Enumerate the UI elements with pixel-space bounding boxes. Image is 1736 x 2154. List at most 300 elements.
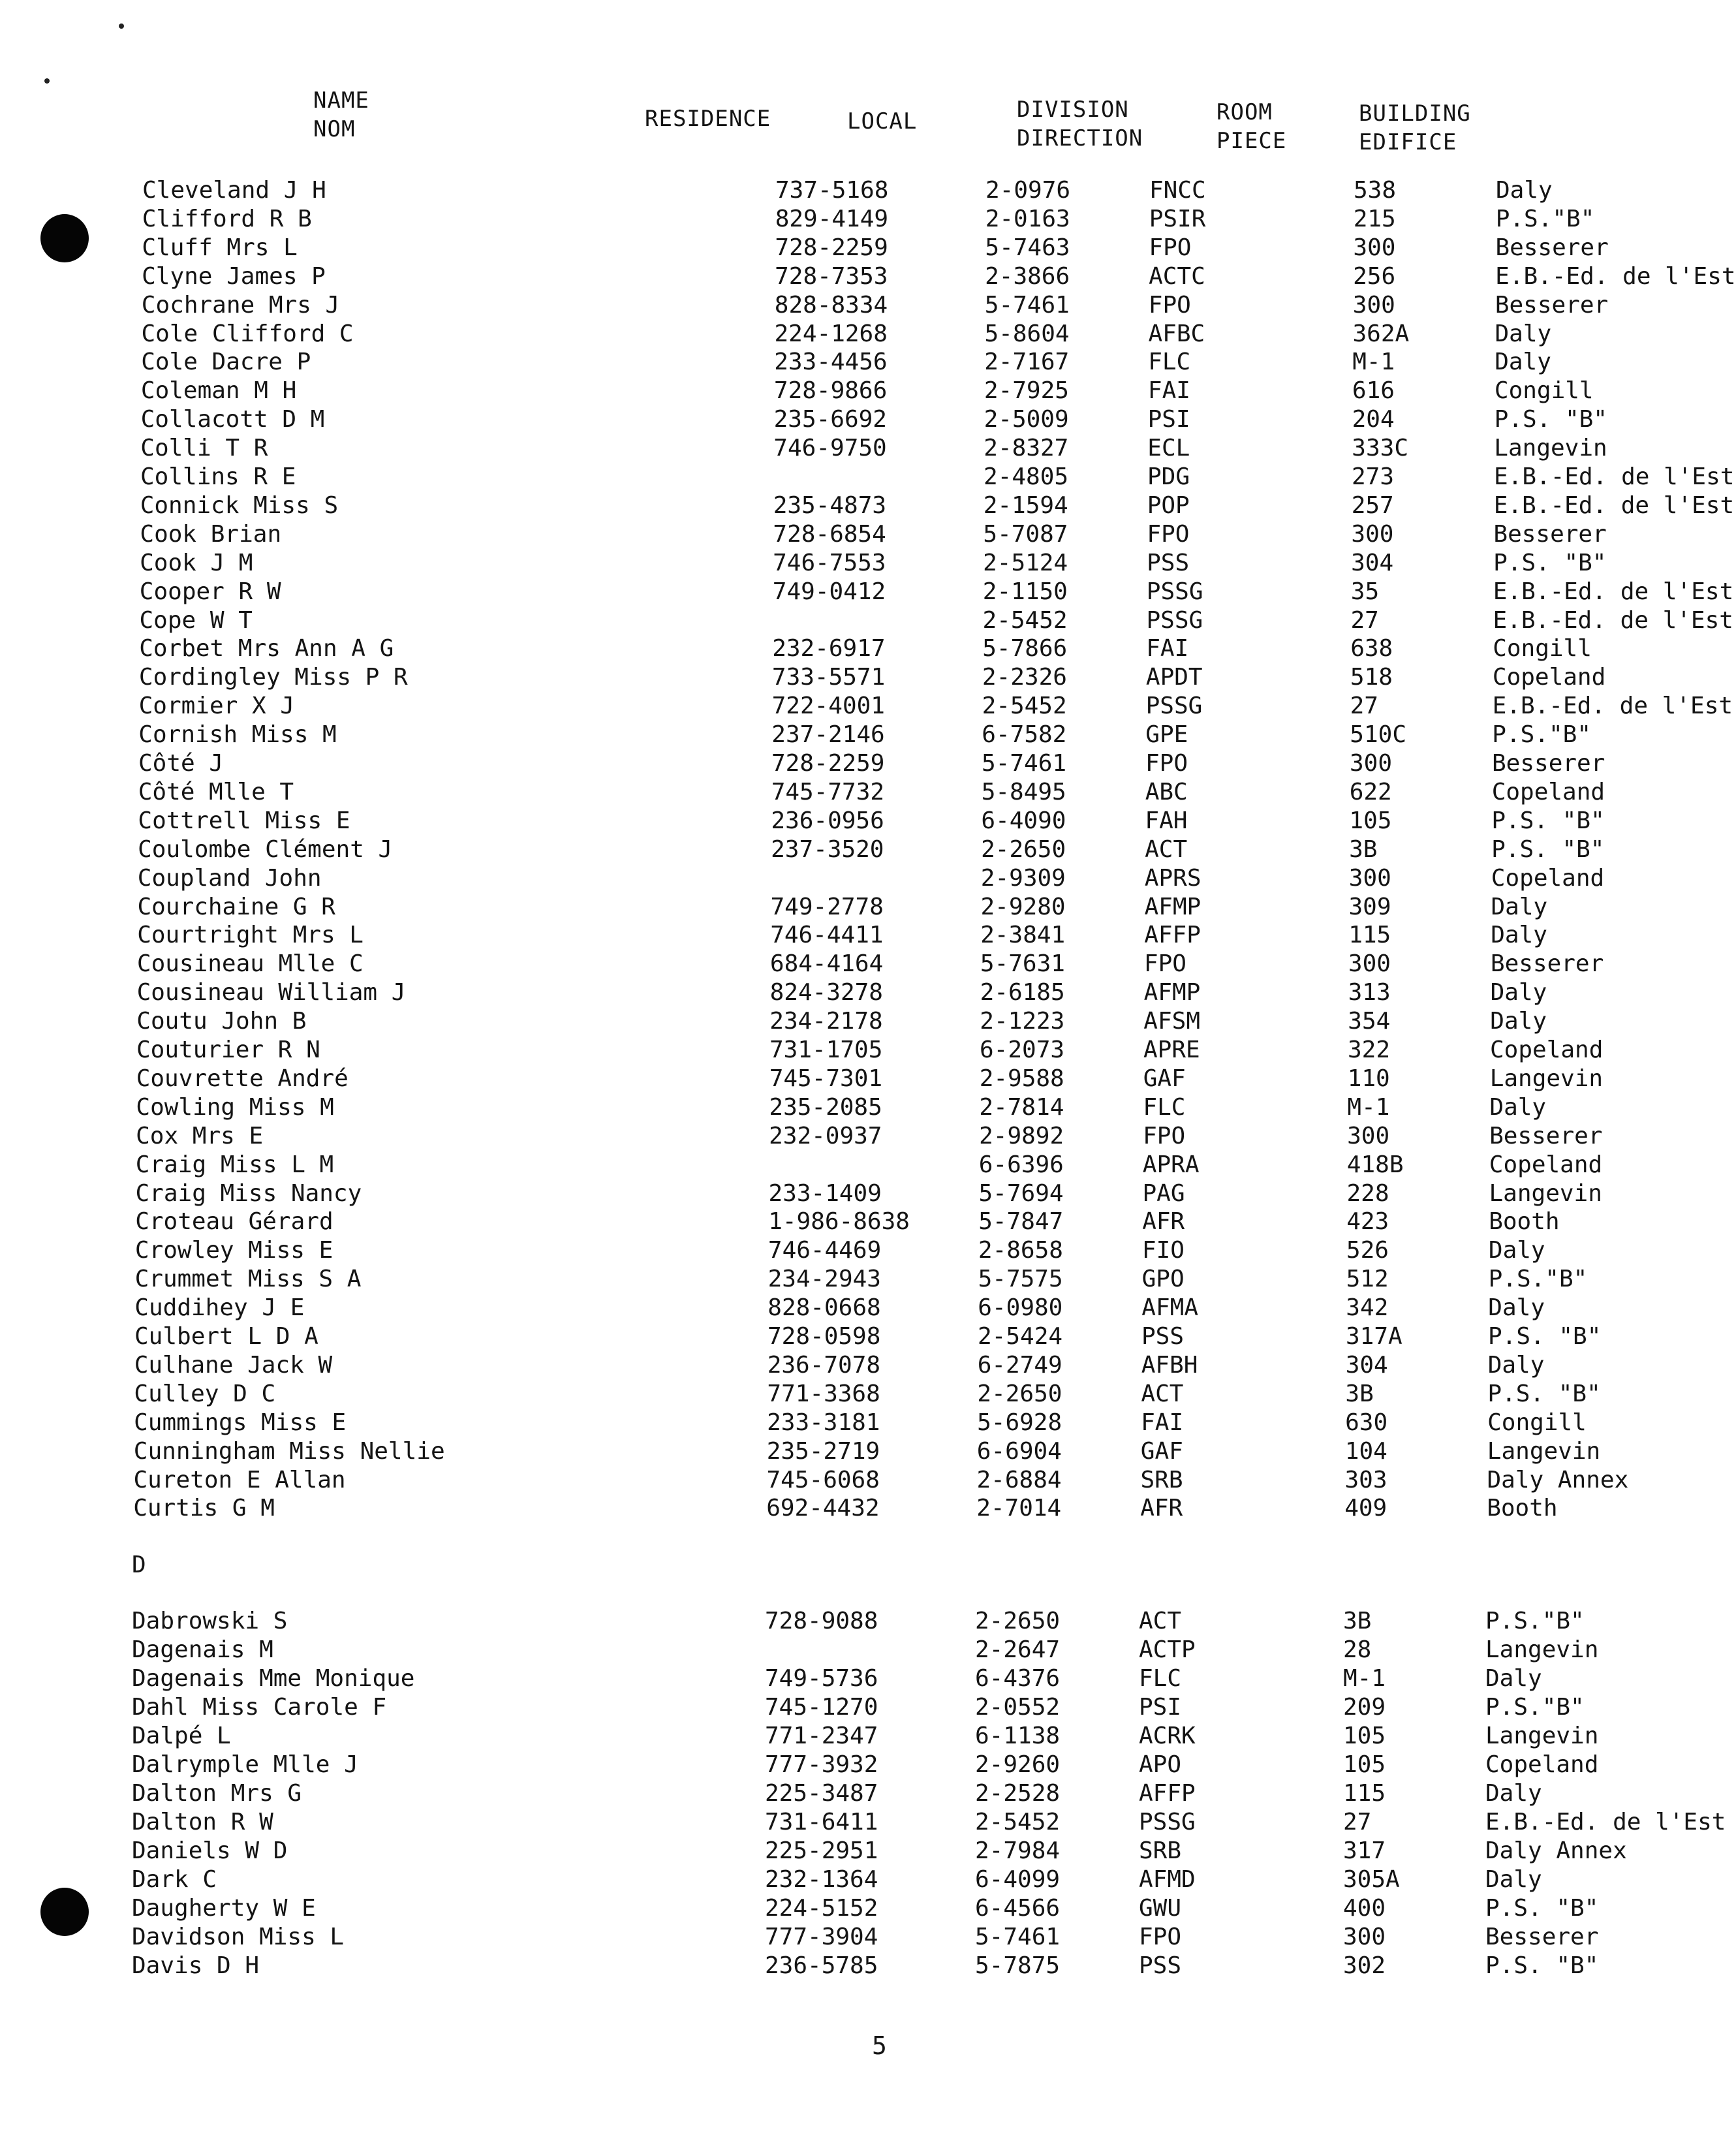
entry-name: Corbet Mrs Ann A G [139, 635, 394, 663]
list-item [134, 1322, 1635, 1351]
entry-name: Croteau Gérard [135, 1208, 333, 1236]
entry-division: FPO [1145, 750, 1188, 777]
entry-building: E.B.-Ed. de l'Est [1493, 492, 1735, 519]
entry-name: Cowling Miss M [136, 1093, 334, 1121]
entry-name: Daugherty W E [132, 1895, 316, 1922]
entry-building: Copeland [1485, 1751, 1599, 1778]
list-item [132, 1751, 1633, 1779]
list-item [142, 234, 1643, 262]
entry-room: 300 [1348, 864, 1391, 892]
list-item [142, 262, 1736, 291]
entry-name: Cousineau Mlle C [136, 950, 364, 978]
entry-division: PSI [1147, 406, 1190, 433]
entry-residence: 824-3278 [769, 979, 883, 1007]
entry-building: Congill [1494, 377, 1594, 405]
entry-name: Cuddihey J E [134, 1294, 305, 1322]
list-item [141, 348, 1642, 377]
entry-name: Collins R E [140, 463, 296, 490]
list-item [139, 663, 1640, 692]
entry-room: M-1 [1347, 1093, 1390, 1121]
entry-local: 2-3866 [985, 262, 1070, 290]
entry-residence: 722-4001 [771, 693, 885, 720]
entry-local: 2-8658 [978, 1237, 1063, 1264]
list-item [140, 463, 1735, 492]
entry-building: E.B.-Ed. de l'Est [1494, 463, 1735, 490]
entry-local: 5-7575 [978, 1266, 1063, 1293]
entry-room: 27 [1350, 693, 1378, 720]
entry-building: Besserer [1489, 1122, 1603, 1149]
entry-division: PSSG [1146, 606, 1203, 634]
entry-residence: 237-3520 [771, 835, 884, 863]
entry-residence: 745-6068 [766, 1466, 880, 1493]
entry-residence: 684-4164 [769, 950, 884, 978]
entry-local: 2-5009 [984, 406, 1069, 433]
header-residence: RESIDENCE [645, 106, 771, 132]
entry-division: FPO [1148, 291, 1191, 319]
entry-local: 6-2073 [980, 1037, 1065, 1063]
entry-name: Cole Clifford C [141, 320, 354, 347]
entry-division: POP [1147, 492, 1190, 519]
entry-room: 35 [1350, 578, 1380, 605]
entry-name: Davis D H [132, 1952, 260, 1979]
entry-local: 2-9588 [979, 1065, 1064, 1092]
header-division: DIVISION DIRECTION [1017, 97, 1143, 151]
entry-local: 5-7461 [984, 291, 1070, 319]
entry-building: Daly [1488, 1294, 1545, 1322]
entry-room: 423 [1346, 1208, 1389, 1236]
entry-name: Connick Miss S [140, 492, 339, 519]
entry-name: Cope W T [139, 606, 253, 634]
entry-residence: 746-9750 [773, 435, 887, 462]
entry-building: Besserer [1490, 950, 1604, 978]
scan-speck [44, 78, 50, 84]
entry-room: 317 [1343, 1837, 1386, 1864]
entry-division: FPO [1143, 1122, 1186, 1149]
entry-division: ACT [1145, 835, 1188, 863]
entry-room: 317A [1346, 1323, 1403, 1350]
entry-room: 342 [1346, 1294, 1389, 1322]
list-item [132, 1865, 1633, 1894]
entry-name: Dalpé L [132, 1723, 231, 1749]
list-item [138, 749, 1639, 778]
entry-name: Cousineau William J [136, 979, 406, 1007]
entry-room: 362A [1352, 320, 1410, 347]
list-item [134, 1466, 1635, 1495]
entry-division: ACT [1139, 1608, 1182, 1634]
list-item [138, 864, 1639, 893]
entry-building: Langevin [1489, 1179, 1602, 1207]
entry-division: AFMD [1139, 1866, 1196, 1893]
entry-name: Craig Miss Nancy [135, 1179, 362, 1207]
entry-division: GAF [1143, 1065, 1186, 1092]
header-local: LOCAL [847, 108, 918, 134]
entry-room: 518 [1350, 664, 1393, 691]
entry-residence: 236-0956 [771, 807, 884, 834]
entry-division: AFR [1142, 1208, 1185, 1236]
entry-name: Coulombe Clément J [138, 835, 393, 863]
entry-division: FAI [1147, 377, 1190, 405]
entry-division: AFR [1140, 1495, 1183, 1522]
entry-name: Coupland John [137, 864, 322, 892]
entry-name: Courtright Mrs L [137, 922, 364, 949]
entry-residence: 746-4469 [767, 1237, 882, 1264]
entry-room: 313 [1348, 979, 1391, 1007]
list-item [136, 1036, 1637, 1065]
entry-local: 2-7167 [984, 349, 1070, 376]
entry-building: P.S."B" [1485, 1694, 1585, 1721]
entry-division: PSS [1141, 1323, 1185, 1350]
entry-local: 6-4566 [975, 1895, 1061, 1922]
list-item [138, 807, 1639, 835]
entry-room: 209 [1343, 1694, 1386, 1721]
list-item [139, 634, 1640, 663]
entry-building: Daly [1490, 1008, 1547, 1035]
entry-building: Besserer [1485, 1924, 1599, 1950]
entry-room: 256 [1353, 262, 1396, 290]
entry-name: Cottrell Miss E [138, 807, 350, 834]
entry-local: 2-2650 [975, 1608, 1061, 1634]
entry-local: 2-4805 [984, 463, 1069, 490]
entry-local: 2-2326 [982, 664, 1067, 691]
entry-room: 115 [1343, 1780, 1386, 1807]
entry-name: Côté Mlle T [138, 778, 294, 805]
list-item [135, 1236, 1636, 1265]
entry-residence: 233-1409 [768, 1179, 882, 1207]
entry-building: Besserer [1495, 234, 1609, 261]
entry-local: 2-2650 [981, 835, 1066, 863]
list-item [134, 1409, 1635, 1437]
entry-division: PDG [1147, 463, 1190, 490]
entry-building: Daly [1485, 1780, 1542, 1807]
entry-residence: 232-0937 [769, 1122, 882, 1149]
entry-room: 228 [1346, 1179, 1389, 1207]
entry-residence: 237-2146 [771, 721, 885, 749]
list-item [140, 492, 1735, 520]
list-item [138, 721, 1639, 749]
entry-room: 300 [1348, 950, 1391, 978]
entry-building: P.S. "B" [1494, 406, 1607, 433]
entry-residence: 777-3932 [765, 1751, 878, 1778]
entry-residence: 745-7732 [771, 778, 885, 805]
entry-local: 6-1138 [975, 1723, 1061, 1749]
list-item [132, 1664, 1633, 1693]
entry-division: APO [1139, 1751, 1182, 1778]
entry-residence: 749-2778 [770, 893, 884, 920]
entry-building: Daly [1487, 1351, 1545, 1379]
entry-residence: 771-2347 [765, 1723, 878, 1749]
entry-residence: 728-6854 [773, 520, 886, 548]
entry-name: Cook Brian [140, 520, 282, 548]
entry-name: Craig Miss L M [135, 1151, 334, 1178]
entry-division: AFFP [1139, 1780, 1196, 1807]
entry-room: 110 [1347, 1065, 1390, 1092]
entry-local: 2-9260 [975, 1751, 1061, 1778]
entry-residence: 728-0598 [767, 1323, 881, 1350]
entry-residence: 749-5736 [765, 1665, 878, 1692]
entry-residence: 728-2259 [775, 234, 888, 261]
entry-name: Dark C [132, 1866, 217, 1893]
entry-room: 215 [1353, 205, 1396, 232]
entry-building: Langevin [1485, 1723, 1599, 1749]
list-item [142, 205, 1643, 234]
entry-residence: 225-3487 [765, 1780, 878, 1807]
entry-residence: 233-4456 [774, 349, 888, 376]
entry-residence: 1-986-8638 [768, 1208, 910, 1236]
entry-local: 2-8327 [984, 435, 1069, 462]
entry-room: 616 [1352, 377, 1395, 405]
entry-local: 2-2650 [977, 1380, 1062, 1407]
list-item [132, 1636, 1633, 1664]
entry-name: Cordingley Miss P R [138, 664, 408, 691]
entry-local: 5-7875 [975, 1952, 1061, 1979]
entry-residence: 733-5571 [771, 664, 886, 691]
list-item [132, 1779, 1633, 1808]
list-item [142, 320, 1643, 349]
entry-local: 5-7461 [982, 750, 1067, 777]
list-item [134, 1351, 1635, 1380]
entry-building: Daly [1491, 893, 1548, 920]
entry-room: 105 [1343, 1723, 1386, 1749]
page-number: 5 [872, 2031, 887, 2060]
entry-room: 622 [1349, 778, 1392, 805]
entry-division: GPE [1145, 721, 1188, 749]
list-item [136, 1122, 1637, 1151]
entry-building: Copeland [1490, 1037, 1604, 1063]
entry-room: 300 [1352, 291, 1395, 319]
entry-building: Copeland [1491, 778, 1605, 805]
entry-room: 257 [1351, 492, 1394, 519]
entry-residence: 749-0412 [772, 578, 886, 605]
entry-local: 2-2647 [975, 1636, 1061, 1663]
entry-building: Copeland [1489, 1151, 1603, 1178]
entry-local: 2-7925 [984, 377, 1069, 405]
entry-division: FAI [1146, 635, 1189, 663]
list-item [138, 778, 1639, 807]
entry-local: 6-6396 [978, 1151, 1064, 1178]
entry-residence: 745-7301 [769, 1065, 883, 1092]
entry-room: M-1 [1343, 1665, 1386, 1692]
entry-residence: 225-2951 [765, 1837, 878, 1864]
entry-name: Dalton Mrs G [132, 1780, 302, 1807]
entry-local: 5-7694 [978, 1179, 1064, 1207]
list-item [132, 1693, 1633, 1722]
entry-division: PSSG [1139, 1809, 1196, 1835]
entry-local: 6-6904 [976, 1437, 1062, 1465]
entry-name: Culley D C [134, 1380, 276, 1407]
entry-building: Copeland [1492, 664, 1606, 691]
entry-building: E.B.-Ed. de l'Est [1492, 693, 1733, 720]
entry-building: Daly [1488, 1237, 1545, 1264]
entry-residence: 745-1270 [765, 1694, 878, 1721]
entry-building: P.S."B" [1495, 205, 1595, 232]
entry-building: Congill [1493, 635, 1592, 663]
entry-local: 2-5424 [978, 1323, 1063, 1350]
entry-division: FAH [1145, 807, 1188, 834]
entry-building: P.S. "B" [1491, 807, 1605, 834]
entry-name: Couvrette André [136, 1065, 349, 1092]
entry-local: 6-0980 [978, 1294, 1063, 1322]
header-name: NAME NOM [313, 87, 369, 142]
entry-local: 6-4090 [981, 807, 1066, 834]
entry-division: FAI [1141, 1409, 1184, 1436]
list-item [137, 921, 1638, 950]
list-item [136, 1179, 1637, 1208]
entry-building: Congill [1487, 1409, 1587, 1436]
entry-local: 2-9309 [980, 864, 1066, 892]
list-item [140, 520, 1641, 549]
entry-name: Cox Mrs E [136, 1122, 264, 1149]
entry-residence: 829-4149 [775, 205, 889, 232]
entry-division: GWU [1139, 1895, 1182, 1922]
entry-name: Daniels W D [132, 1837, 288, 1864]
entry-local: 2-9892 [979, 1122, 1064, 1149]
entry-local: 2-7014 [976, 1495, 1062, 1522]
entry-name: Cureton E Allan [133, 1466, 346, 1493]
entry-room: M-1 [1352, 349, 1395, 376]
entry-local: 2-7984 [975, 1837, 1061, 1864]
entry-residence: 737-5168 [775, 177, 889, 204]
scan-speck [119, 23, 124, 29]
entry-building: Langevin [1489, 1065, 1604, 1092]
entry-room: 300 [1350, 750, 1393, 777]
list-item [137, 978, 1638, 1007]
entry-building: Langevin [1494, 435, 1607, 462]
entry-name: Culhane Jack W [134, 1351, 333, 1379]
list-item [140, 434, 1641, 463]
entry-division: FPO [1149, 234, 1192, 261]
entry-division: ACT [1141, 1380, 1184, 1407]
entry-local: 5-6928 [977, 1409, 1062, 1436]
entry-name: Cornish Miss M [138, 721, 337, 749]
entry-division: APRA [1142, 1151, 1200, 1178]
list-item [135, 1265, 1636, 1294]
entry-building: Daly [1495, 349, 1551, 376]
entry-local: 5-7631 [980, 950, 1065, 978]
list-item [134, 1380, 1635, 1409]
entry-name: Crowley Miss E [134, 1237, 333, 1264]
entry-division: AFMP [1143, 979, 1201, 1007]
entry-division: SRB [1139, 1837, 1182, 1864]
entry-division: FLC [1139, 1665, 1182, 1692]
entry-building: Daly Annex [1485, 1837, 1627, 1864]
entry-name: Davidson Miss L [132, 1924, 345, 1950]
entry-building: Daly [1495, 320, 1552, 347]
entry-division: ACRK [1139, 1723, 1196, 1749]
list-item [132, 1952, 1633, 1980]
entry-building: Booth [1487, 1495, 1558, 1522]
entry-room: 3B [1349, 835, 1378, 863]
entry-residence: 828-8334 [774, 291, 888, 319]
list-item [133, 1494, 1634, 1523]
entry-division: AFMP [1144, 893, 1201, 920]
entry-building: P.S. "B" [1488, 1323, 1602, 1350]
list-item [136, 1151, 1637, 1179]
list-item [134, 1437, 1635, 1466]
entry-name: Dahl Miss Carole F [132, 1694, 387, 1721]
entry-local: 2-1594 [983, 492, 1068, 519]
list-item [139, 578, 1734, 606]
entry-local: 2-1223 [980, 1008, 1065, 1035]
entry-room: 27 [1350, 606, 1379, 634]
entry-name: Cochrane Mrs J [141, 291, 340, 319]
entry-building: P.S. "B" [1491, 835, 1605, 863]
entry-local: 2-5452 [982, 693, 1067, 720]
entry-division: APRE [1143, 1037, 1200, 1063]
list-item [132, 1837, 1633, 1865]
entry-residence: 234-2943 [767, 1266, 881, 1293]
list-item [141, 377, 1642, 405]
entry-residence: 232-1364 [765, 1866, 878, 1893]
list-item [139, 606, 1733, 635]
entry-building: P.S. "B" [1493, 549, 1607, 576]
entry-room: 300 [1347, 1122, 1390, 1149]
list-item [141, 405, 1642, 434]
entry-residence: 771-3368 [767, 1380, 880, 1407]
entry-division: PSI [1139, 1694, 1182, 1721]
entry-room: 510C [1350, 721, 1406, 749]
entry-residence: 232-6917 [772, 635, 886, 663]
entry-building: E.B.-Ed. de l'Est [1493, 578, 1734, 605]
entry-room: 273 [1352, 463, 1395, 490]
entry-local: 2-1150 [982, 578, 1068, 605]
entry-room: 300 [1343, 1924, 1386, 1950]
entry-local: 6-7582 [982, 721, 1067, 749]
entry-division: APDT [1145, 664, 1203, 691]
entry-building: P.S. "B" [1485, 1895, 1599, 1922]
entry-division: PSIR [1149, 205, 1206, 232]
list-item [138, 692, 1733, 721]
entry-name: Cummings Miss E [134, 1409, 347, 1436]
entry-local: 2-5452 [975, 1809, 1061, 1835]
entry-local: 2-3841 [980, 922, 1066, 949]
entry-room: 309 [1348, 893, 1391, 920]
entry-residence: 233-3181 [767, 1409, 880, 1436]
entry-local: 5-7087 [983, 520, 1068, 548]
entry-room: 115 [1348, 922, 1391, 949]
entry-local: 2-0552 [975, 1694, 1061, 1721]
entry-name: Dagenais M [132, 1636, 273, 1663]
entry-local: 5-8495 [981, 778, 1066, 805]
list-item [132, 1894, 1633, 1923]
entry-name: Cole Dacre P [141, 349, 311, 376]
entry-division: FIO [1141, 1237, 1185, 1264]
entry-room: 418B [1346, 1151, 1404, 1178]
entry-division: FLC [1148, 349, 1191, 376]
entry-name: Dalton R W [132, 1809, 273, 1835]
entry-room: 630 [1345, 1409, 1388, 1436]
entry-local: 5-7866 [982, 635, 1068, 663]
entry-residence: 731-6411 [765, 1809, 878, 1835]
entry-room: 105 [1343, 1751, 1386, 1778]
entry-division: FPO [1139, 1924, 1182, 1950]
entry-division: GAF [1140, 1437, 1183, 1465]
entry-building: E.B.-Ed. de l'Est [1485, 1809, 1726, 1835]
entry-residence: 731-1705 [769, 1037, 883, 1063]
entry-building: Besserer [1495, 291, 1609, 319]
entry-name: Dagenais Mme Monique [132, 1665, 415, 1692]
entry-name: Collacott D M [140, 406, 325, 433]
entry-name: Culbert L D A [134, 1323, 318, 1350]
entry-division: AFBC [1148, 320, 1205, 347]
entry-residence: 728-9866 [773, 377, 888, 405]
entry-room: 400 [1343, 1895, 1386, 1922]
entry-name: Clifford R B [142, 205, 312, 232]
list-item [142, 291, 1643, 320]
entry-division: AFSM [1143, 1008, 1200, 1035]
entry-residence: 236-5785 [765, 1952, 878, 1979]
entry-room: 104 [1344, 1437, 1387, 1465]
entry-name: Cook J M [140, 549, 253, 576]
